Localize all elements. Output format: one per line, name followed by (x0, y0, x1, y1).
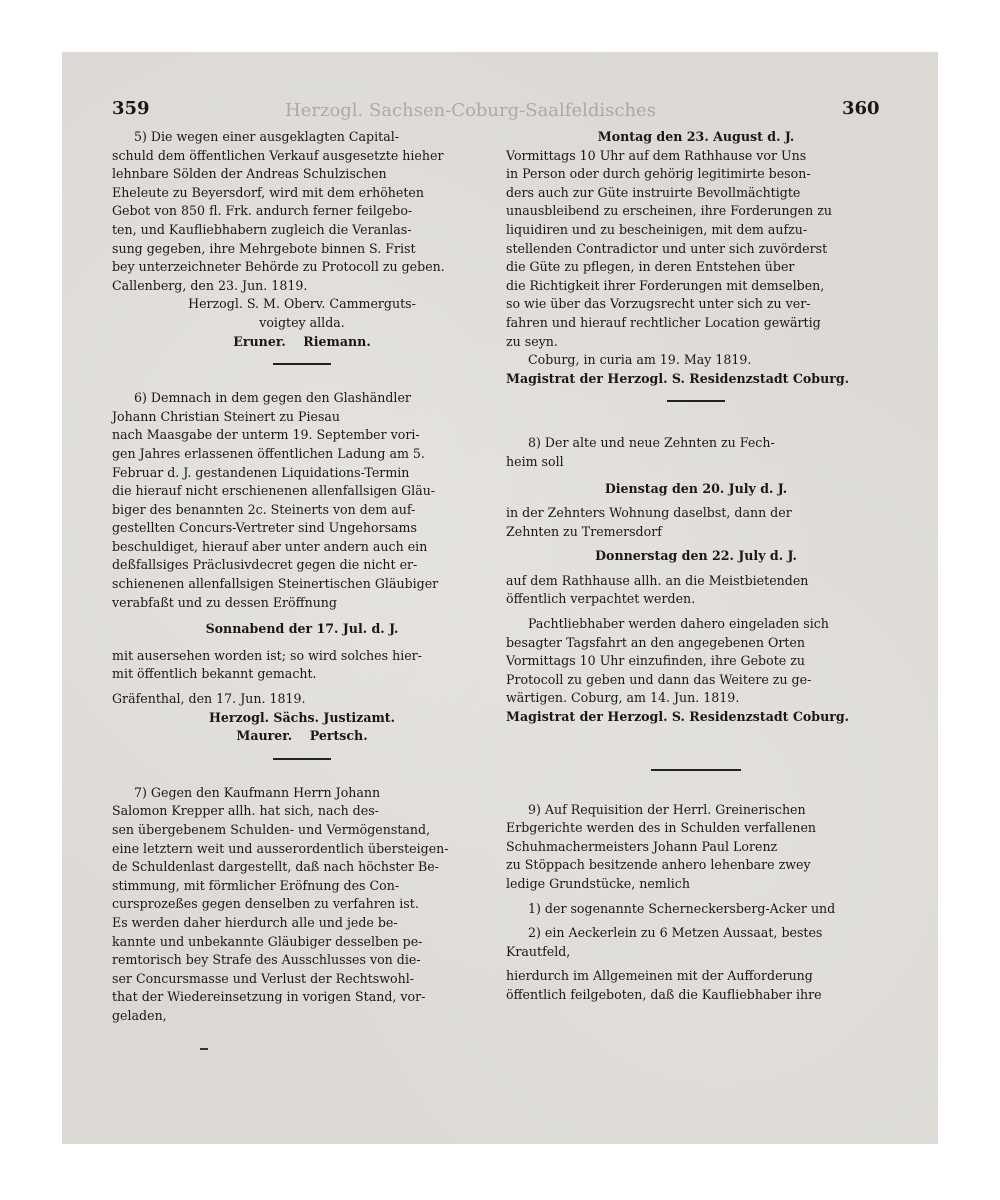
notice-8-middle-text (506, 504, 886, 541)
text-line: lehnbare Sölden der Andreas Schulzischen (112, 166, 387, 182)
text-line: eine letztern weit und ausserordentlich übersteigen- (112, 840, 449, 856)
text-line: bey unterzeichneter Behörde zu Protocoll zu geben. (112, 259, 445, 275)
text-line: die hierauf nicht erschienenen allenfallsigen Gläu- (112, 483, 436, 499)
text-line: schienenen allenfallsigen Steinertischen Gläubiger (112, 576, 439, 592)
text-line: ten, und Kaufliebhabern zugleich die Veranlas- (112, 221, 412, 237)
notice-8-after-text (506, 572, 886, 609)
text-line: die Richtigkeit ihrer Forderungen mit demselben, (506, 277, 825, 293)
text-line: Eheleute zu Beyersdorf, wird mit dem erhöheten (112, 184, 424, 200)
text-line: unausbleibend zu erscheinen, ihre Forderungen zu (506, 203, 832, 219)
notice-7-date: Montag den 23. August d. J. (597, 129, 795, 144)
text-line: liquidiren und zu bescheinigen, mit dem aufzu- (506, 221, 808, 237)
text-line: 5) Die wegen einer ausgeklagten Capital- (134, 129, 399, 144)
text-line: zu seyn. (506, 333, 558, 349)
text-line: so wie über das Vorzugsrecht unter sich zu ver- (506, 296, 811, 312)
text-line: wärtigen. Coburg, am 14. Jun. 1819. (506, 690, 740, 706)
text-line: Vormittags 10 Uhr einzufinden, ihre Gebote zu (506, 653, 805, 669)
text-line: Schuhmachermeisters Johann Paul Lorenz (506, 838, 778, 854)
notice-7 (112, 784, 492, 1026)
text-line: in Person oder durch gehörig legitimirte beson- (506, 166, 811, 182)
notice-8 (506, 434, 886, 726)
notice-5-authority-1: Herzogl. S. M. Oberv. Cammerguts- (188, 296, 416, 312)
text-line: Es werden daher hierdurch alle und jede be- (112, 914, 398, 930)
notice-7-place-date: Coburg, in curia am 19. May 1819. (528, 352, 752, 368)
text-line: hierdurch im Allgemeinen mit der Aufforderung (506, 968, 813, 984)
text-line: besagter Tagsfahrt an den angegebenen Orten (506, 634, 805, 650)
running-header: Herzogl. Sachsen-Coburg-Saalfeldisches (285, 100, 656, 121)
notice-9-text (506, 801, 886, 894)
text-line: deßfallsiges Präclusivdecret gegen die nicht er- (112, 557, 418, 573)
notice-5 (112, 128, 492, 351)
text-line: schuld dem öffentlichen Verkauf ausgesetzte hieher (112, 147, 444, 163)
notice-6-after-text (112, 647, 492, 684)
text-line: ledige Grundstücke, nemlich (506, 876, 690, 891)
notice-8-date-2: Donnerstag den 22. July d. J. (595, 548, 797, 564)
notice-9 (506, 801, 886, 1005)
text-line: auf dem Rathhause allh. an die Meistbietenden (506, 572, 809, 588)
notice-6-text (112, 389, 492, 612)
text-line: gen Jahres erlassenen öffentlichen Ladung am 5. (112, 445, 425, 461)
notice-5-authority-2: voigtey allda. (259, 314, 345, 330)
text-line: zu Stöppach besitzende anhero lehenbare zwey (506, 857, 811, 873)
text-line: in der Zehnters Wohnung daselbst, dann der (506, 505, 792, 521)
text-line: mit öffentlich bekannt gemacht. (112, 666, 317, 682)
text-line: Zehnten zu Tremersdorf (506, 523, 662, 539)
notice-9-after-text (506, 967, 886, 1004)
text-line: Gebot von 850 fl. Frk. andurch ferner feilgebo- (112, 203, 413, 219)
separator-rule (667, 400, 725, 402)
text-line: 7) Gegen den Kaufmann Herrn Johann (134, 784, 381, 800)
notice-6-signatures: Maurer. Pertsch. (236, 728, 368, 744)
notice-5-place-date: Callenberg, den 23. Jun. 1819. (112, 277, 308, 293)
notice-6-place-date: Gräfenthal, den 17. Jun. 1819. (112, 691, 306, 707)
page-number-right: 360 (842, 98, 880, 119)
notice-8-authority: Magistrat der Herzogl. S. Residenzstadt Coburg. (506, 709, 850, 725)
stray-mark (200, 1048, 208, 1050)
text-line: öffentlich feilgeboten, daß die Kaufliebhaber ihre (506, 986, 822, 1002)
text-line: Pachtliebhaber werden dahero eingeladen sich (528, 616, 829, 632)
notice-5-text (112, 128, 492, 277)
text-line: 6) Demnach in dem gegen den Glashändler (134, 390, 411, 406)
notice-7-text (112, 784, 492, 1026)
notice-6 (112, 389, 492, 746)
separator-rule (651, 769, 741, 771)
notice-7-authority: Magistrat der Herzogl. S. Residenzstadt Coburg. (506, 370, 850, 386)
text-line: cursprozeßes gegen denselben zu verfahren ist. (112, 896, 419, 912)
page-number-left: 359 (112, 98, 150, 119)
notice-8-paragraph-2 (506, 615, 886, 708)
notice-6-authority: Herzogl. Sächs. Justizamt. (208, 709, 396, 725)
text-line: geladen, (112, 1007, 167, 1023)
text-line: heim soll (506, 453, 564, 469)
text-line: ders auch zur Güte instruirte Bevollmächtigte (506, 184, 801, 200)
text-line: öffentlich verpachtet werden. (506, 591, 696, 607)
text-line: beschuldiget, hierauf aber unter andern auch ein (112, 538, 428, 554)
notice-7-continued (506, 128, 886, 388)
text-line: gestellten Concurs-Vertreter sind Ungehorsams (112, 520, 417, 536)
text-line: verabfaßt und zu dessen Eröffnung (112, 594, 337, 610)
text-line: Erbgerichte werden des in Schulden verfallenen (506, 820, 817, 836)
notice-5-signatures: Eruner. Riemann. (233, 333, 371, 349)
text-line: Protocoll zu geben und dann das Weitere zu ge- (506, 671, 812, 687)
text-line: biger des benannten 2c. Steinerts von dem auf- (112, 501, 416, 517)
text-line: nach Maasgabe der unterm 19. September vori- (112, 427, 420, 443)
notice-9-item-1: 1) der sogenannte Scherneckersberg-Acker und (528, 900, 836, 916)
text-line: Februar d. J. gestandenen Liquidations-Termin (112, 464, 410, 480)
notice-9-item-2 (506, 924, 886, 961)
separator-rule (273, 363, 331, 365)
notice-7-continued-text (506, 147, 886, 352)
text-line: sen übergebenem Schulden- und Vermögenstand, (112, 822, 431, 837)
notice-6-date: Sonnabend der 17. Jul. d. J. (205, 621, 399, 637)
text-line: kannte und unbekannte Gläubiger desselben pe- (112, 933, 423, 949)
text-line: Johann Christian Steinert zu Piesau (112, 408, 341, 424)
separator-rule (273, 758, 331, 760)
text-line: 8) Der alte und neue Zehnten zu Fech- (528, 435, 775, 451)
text-line: remtorisch bey Strafe des Ausschlusses von die- (112, 952, 421, 968)
text-line: Salomon Krepper allh. hat sich, nach des- (112, 803, 379, 819)
text-line: 2) ein Aeckerlein zu 6 Metzen Aussaat, bestes (528, 925, 823, 941)
text-line: that der Wiedereinsetzung in vorigen Stand, vor- (112, 989, 426, 1005)
right-column (506, 128, 886, 1005)
notice-8-date-1: Dienstag den 20. July d. J. (604, 480, 788, 496)
text-line: de Schuldenlast dargestellt, daß nach höchster Be- (112, 859, 439, 875)
text-line: fahren und hierauf rechtlicher Location gewärtig (506, 314, 821, 330)
notice-8-text (506, 434, 886, 471)
text-line: sung gegeben, ihre Mehrgebote binnen S. Frist (112, 240, 416, 256)
text-line: mit ausersehen worden ist; so wird solches hier- (112, 647, 422, 663)
text-line: Krautfeld, (506, 943, 571, 959)
left-column (112, 128, 492, 1026)
text-line: 9) Auf Requisition der Herrl. Greinerischen (528, 801, 806, 817)
text-line: ser Concursmasse und Verlust der Rechtswohl- (112, 970, 415, 986)
text-line: stimmung, mit förmlicher Eröfnung des Con- (112, 877, 400, 893)
text-line: die Güte zu pflegen, in deren Entstehen über (506, 259, 795, 275)
text-line: stellenden Contradictor und unter sich zuvörderst (506, 240, 828, 256)
text-line: Vormittags 10 Uhr auf dem Rathhause vor Uns (506, 147, 807, 163)
